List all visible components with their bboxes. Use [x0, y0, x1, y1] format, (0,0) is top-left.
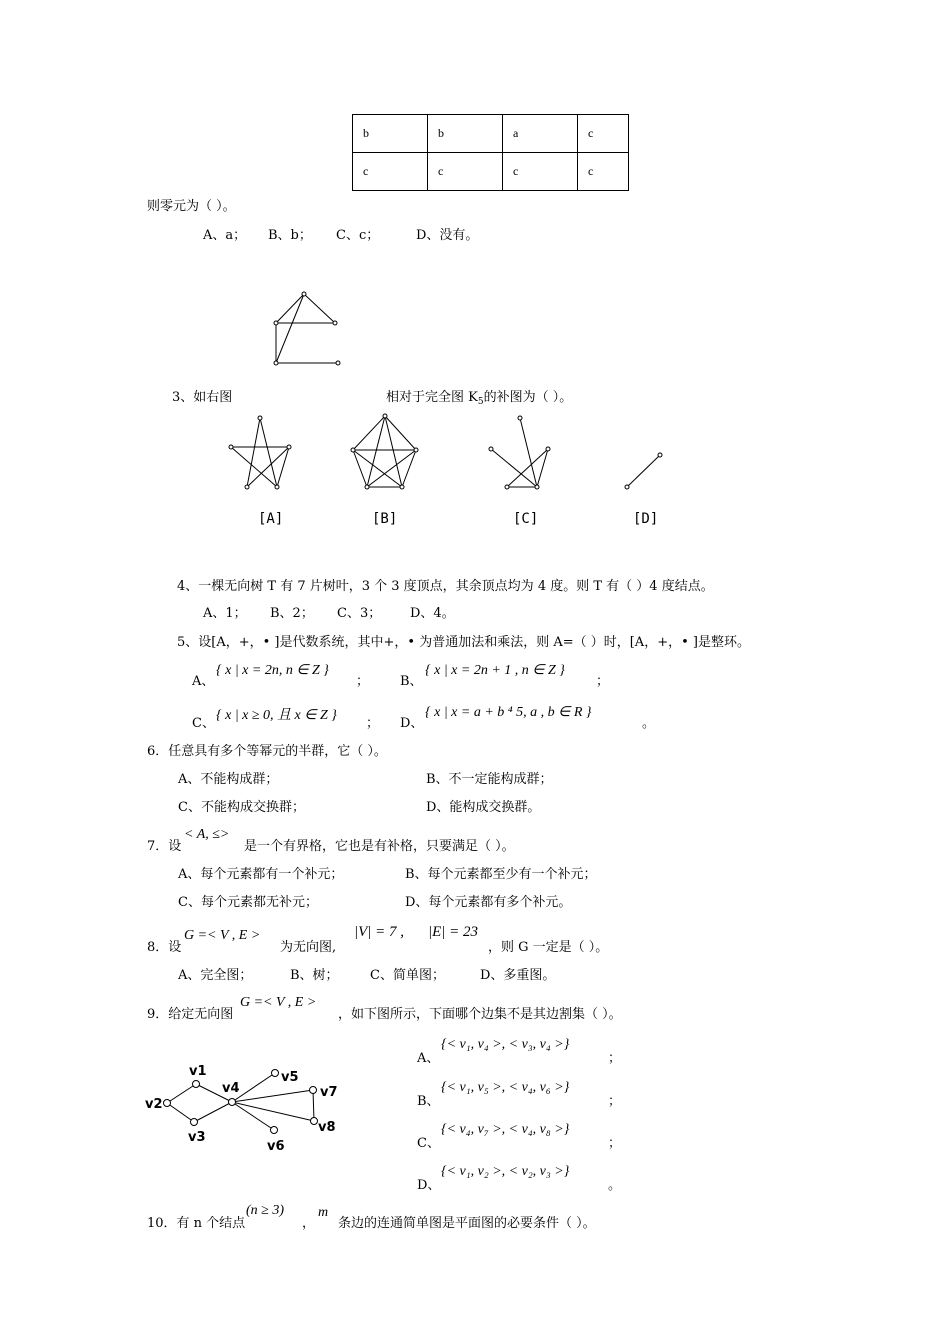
q4-option-c: C、3； — [337, 606, 382, 621]
q8-expr1: G =< V , E > — [184, 928, 261, 943]
q8-option-b: B、树； — [290, 968, 339, 983]
q5-option-a-expr: { x | x = 2n, n ∈ Z } — [216, 663, 329, 678]
table-cell: b — [428, 115, 503, 153]
q3-label-c: [C] — [513, 511, 539, 527]
q7-expr: < A, ≤> — [184, 827, 230, 842]
q2-option-c: C、c； — [336, 228, 380, 243]
q4-option-d: D、4。 — [410, 606, 455, 621]
table-cell: c — [428, 153, 503, 191]
q4-option-a: A、1； — [203, 606, 247, 621]
q5-stem: 5、设[A，+，• ]是代数系统，其中+，• 为普通加法和乘法，则 A=（ ）时，[A，+，• ]是整环。 — [177, 635, 750, 650]
q9-option-a-expr: {< v₁, v₄ >, < v₃, v₄ >} — [441, 1037, 570, 1052]
q9-option-c-expr: {< v₄, v₇ >, < v₄, v₈ >} — [441, 1122, 570, 1137]
q5-option-d-label: D、 — [400, 716, 424, 731]
q8-suffix: ，则 G 一定是（ ）。 — [488, 940, 609, 955]
q9-option-d-end: 。 — [608, 1178, 622, 1193]
q6-option-c: C、不能构成交换群； — [178, 800, 305, 815]
q3-sub: 5 — [477, 397, 484, 407]
q3-label-b: [B] — [372, 511, 398, 527]
q7-option-a: A、每个元素都有一个补元； — [178, 867, 344, 882]
q9-option-b-expr: {< v₁, v₅ >, < v₄, v₆ >} — [441, 1080, 570, 1095]
table-cell: b — [353, 115, 428, 153]
q5-option-c-end: ； — [366, 716, 380, 731]
q7-option-b: B、每个元素都至少有一个补元； — [405, 867, 597, 882]
q9-option-b-label: B、 — [417, 1094, 440, 1109]
q2-stem: 则零元为（ ）。 — [147, 199, 236, 214]
table-cell: c — [353, 153, 428, 191]
graph-label-v5: v5 — [281, 1070, 299, 1085]
q8-expr3: |E| = 23 — [428, 924, 479, 940]
graph-label-v4: v4 — [222, 1081, 240, 1096]
q3-middle: 相对于完全图 K — [386, 390, 478, 405]
q6-option-d: D、能构成交换群。 — [426, 800, 541, 815]
table-cell: c — [578, 115, 629, 153]
q5-option-a-end: ； — [356, 674, 370, 689]
q10-middle: ， — [302, 1216, 316, 1231]
q5-option-d-end: 。 — [642, 716, 656, 731]
graph-label-v6: v6 — [267, 1139, 285, 1154]
q7-option-c: C、每个元素都无补元； — [178, 895, 318, 910]
graph-label-v3: v3 — [188, 1130, 206, 1145]
q9-option-a-end: ； — [608, 1051, 622, 1066]
q9-prefix: 9．给定无向图 — [147, 1007, 234, 1022]
graph-label-v7: v7 — [320, 1085, 338, 1100]
q3-suffix: 的补图为（ ）。 — [483, 390, 573, 405]
q8-middle: 为无向图, — [280, 940, 337, 955]
q9-option-d-label: D、 — [417, 1178, 441, 1193]
q5-option-b-expr: { x | x = 2n + 1 , n ∈ Z } — [425, 663, 565, 678]
q4-stem: 4、一棵无向树 T 有 7 片树叶，3 个 3 度顶点，其余顶点均为 4 度。则 T 有（ ）4 度结点。 — [177, 579, 714, 594]
table-cell: a — [503, 115, 578, 153]
q8-expr2: |V| = 7 , — [354, 924, 405, 940]
q10-suffix: 条边的连通简单图是平面图的必要条件（ ）。 — [338, 1216, 596, 1231]
q8-option-d: D、多重图。 — [480, 968, 556, 983]
q4-option-b: B、2； — [270, 606, 314, 621]
q10-expr2: m — [318, 1205, 329, 1220]
q3-prefix: 3、如右图 — [172, 390, 233, 405]
table-cell: c — [578, 153, 629, 191]
q9-option-c-end: ； — [608, 1136, 622, 1151]
q7-option-d: D、每个元素都有多个补元。 — [405, 895, 572, 910]
q8-option-a: A、完全图； — [178, 968, 253, 983]
q7-suffix: 是一个有界格，它也是有补格，只要满足（ ）。 — [244, 839, 515, 854]
q9-expr: G =< V , E > — [240, 995, 317, 1010]
table-cell: c — [503, 153, 578, 191]
q5-option-c-label: C、 — [192, 716, 215, 731]
q9-option-a-label: A、 — [417, 1051, 440, 1066]
q2-option-b: B、b； — [268, 228, 312, 243]
q9-option-b-end: ； — [608, 1094, 622, 1109]
q5-option-b-label: B、 — [400, 674, 423, 689]
q5-option-a-label: A、 — [192, 674, 215, 689]
q9-option-c-label: C、 — [417, 1136, 440, 1151]
q5-option-d-expr: { x | x = a + b ⁴ 5, a , b ∈ R } — [425, 705, 592, 720]
q5-option-b-end: ； — [596, 674, 610, 689]
q6-stem: 6．任意具有多个等幂元的半群，它（ ）。 — [147, 744, 387, 759]
graph-label-v8: v8 — [318, 1120, 336, 1135]
q2-option-a: A、a； — [203, 228, 247, 243]
q3-label-a: [A] — [258, 511, 284, 527]
q7-prefix: 7．设 — [147, 839, 182, 854]
q6-option-a: A、不能构成群； — [178, 772, 279, 787]
q10-expr1: (n ≥ 3) — [246, 1203, 285, 1218]
q8-option-c: C、简单图； — [370, 968, 445, 983]
q10-prefix: 10．有 n 个结点 — [147, 1216, 246, 1231]
q2-option-d: D、没有。 — [416, 228, 479, 243]
graph-label-v2: v2 — [145, 1097, 163, 1112]
q3-label-d: [D] — [633, 511, 659, 527]
q9-suffix: ，如下图所示，下面哪个边集不是其边割集（ ）。 — [338, 1007, 622, 1022]
q8-prefix: 8．设 — [147, 940, 182, 955]
graph-label-v1: v1 — [189, 1064, 207, 1079]
q6-option-b: B、不一定能构成群； — [426, 772, 553, 787]
q5-option-c-expr: { x | x ≥ 0, 且 x ∈ Z } — [216, 708, 337, 723]
q9-option-d-expr: {< v₁, v₂ >, < v₂, v₃ >} — [441, 1164, 570, 1179]
